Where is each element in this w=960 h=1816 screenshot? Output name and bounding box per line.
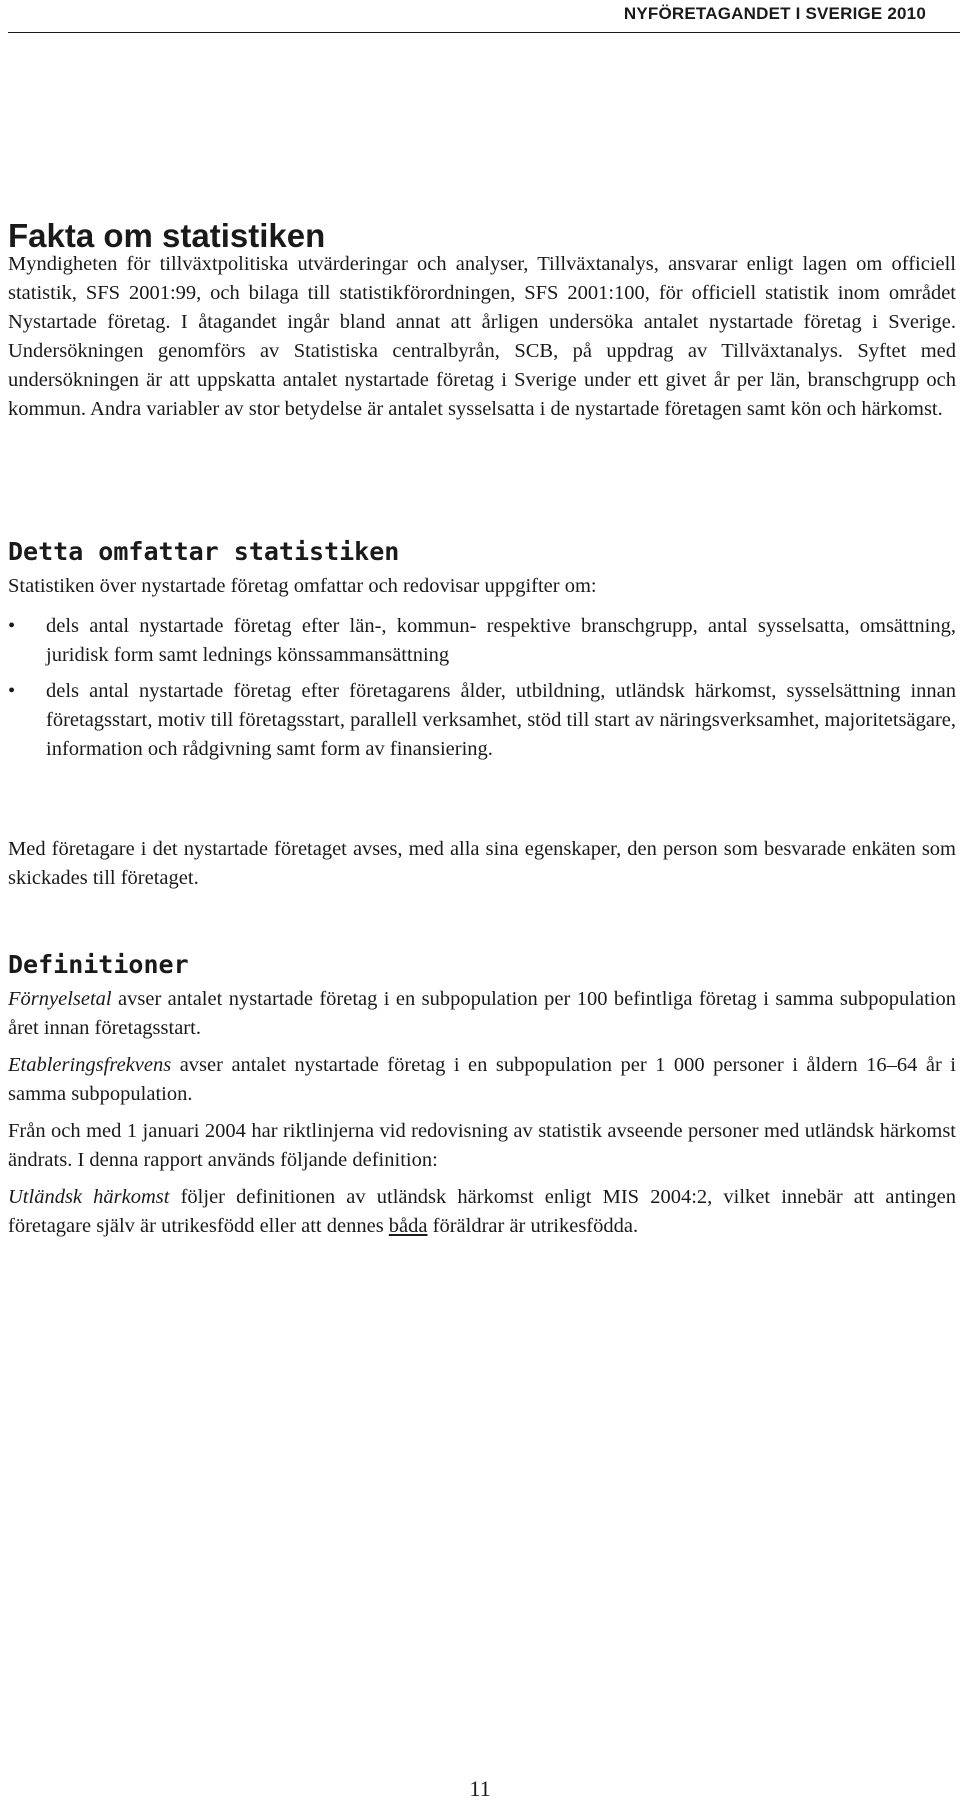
definition-etableringsfrekvens (8, 1051, 956, 1109)
list-item-text: dels antal nystartade företag efter företagarens ålder, utbildning, utländsk härkomst, sysselsättning innan företagsstart, motiv till företagsstart, parallell verksamhet, stöd till start av näringsverksamhet, majoritetsägare, information och rådgivning samt form av finansiering. (46, 680, 956, 760)
scope-closing: Med företagare i det nystartade företaget avses, med alla sina egenskaper, den person som besvarade enkäten som skickades till företaget. (8, 838, 956, 889)
header-divider (8, 32, 960, 33)
definition-text: avser antalet nystartade företag i en subpopulation per 100 befintliga företag i samma subpopulation året innan företagsstart. (8, 988, 956, 1039)
definition-term: Etableringsfrekvens (8, 1054, 172, 1076)
definition-term: Utländsk härkomst (8, 1186, 170, 1208)
definition-text: föräldrar är utrikesfödda. (427, 1215, 639, 1237)
facts-paragraph: Myndigheten för tillväxtpolitiska utvärderingar och analyser, Tillväxtanalys, ansvarar enligt lagen om officiell statistik, SFS 2001:99, och bilaga till statistikförordningen, SFS 2001:100, för officiell statistik inom området Nystartade företag. I åtagandet ingår bland annat att årligen undersöka antalet nystartade företag i Sverige. Undersökningen genomförs av Statistiska centralbyrån, SCB, på uppdrag av Tillväxtanalys. Syftet med undersökningen är att uppskatta antalet nystartade företag i Sverige under ett givet år per län, branschgrupp och kommun. Andra variabler av stor betydelse är antalet sysselsatta i de nystartade företagen samt kön och härkomst. (8, 253, 956, 420)
list-item-text: dels antal nystartade företag efter län-, kommun- respektive branschgrupp, antal sysselsatta, omsättning, juridisk form samt lednings könssammansättning (46, 615, 956, 666)
list-item (8, 612, 956, 670)
bullet-icon: • (8, 680, 16, 702)
list-item (8, 677, 956, 764)
definition-fornyelsetal (8, 985, 956, 1043)
section-title-definitions: Definitioner (8, 950, 189, 979)
definitions-paragraph: Från och med 1 januari 2004 har riktlinjerna vid redovisning av statistik avseende personer med utländsk härkomst ändrats. I denna rapport används följande definition: (8, 1120, 956, 1171)
page-number: 11 (469, 1776, 491, 1801)
section-title-facts: Fakta om statistiken (8, 217, 326, 254)
section-title-scope: Detta omfattar statistiken (8, 537, 400, 566)
definition-term: Förnyelsetal (8, 988, 112, 1010)
underlined-word: båda (388, 1215, 428, 1237)
definition-text: följer definitionen av utländsk härkomst enligt MIS 2004:2, vilket innebär att antingen företagare själv är utrikesfödd eller att dennes (8, 1186, 957, 1237)
bullet-icon: • (8, 615, 16, 637)
running-header-title: NYFÖRETAGANDET I SVERIGE 2010 (623, 4, 926, 23)
definition-text: avser antalet nystartade företag i en subpopulation per 1 000 personer i åldern 16–64 år i samma subpopulation. (8, 1054, 956, 1105)
definition-utlandsk-harkomst (8, 1183, 956, 1241)
scope-intro: Statistiken över nystartade företag omfattar och redovisar uppgifter om: (8, 575, 597, 597)
